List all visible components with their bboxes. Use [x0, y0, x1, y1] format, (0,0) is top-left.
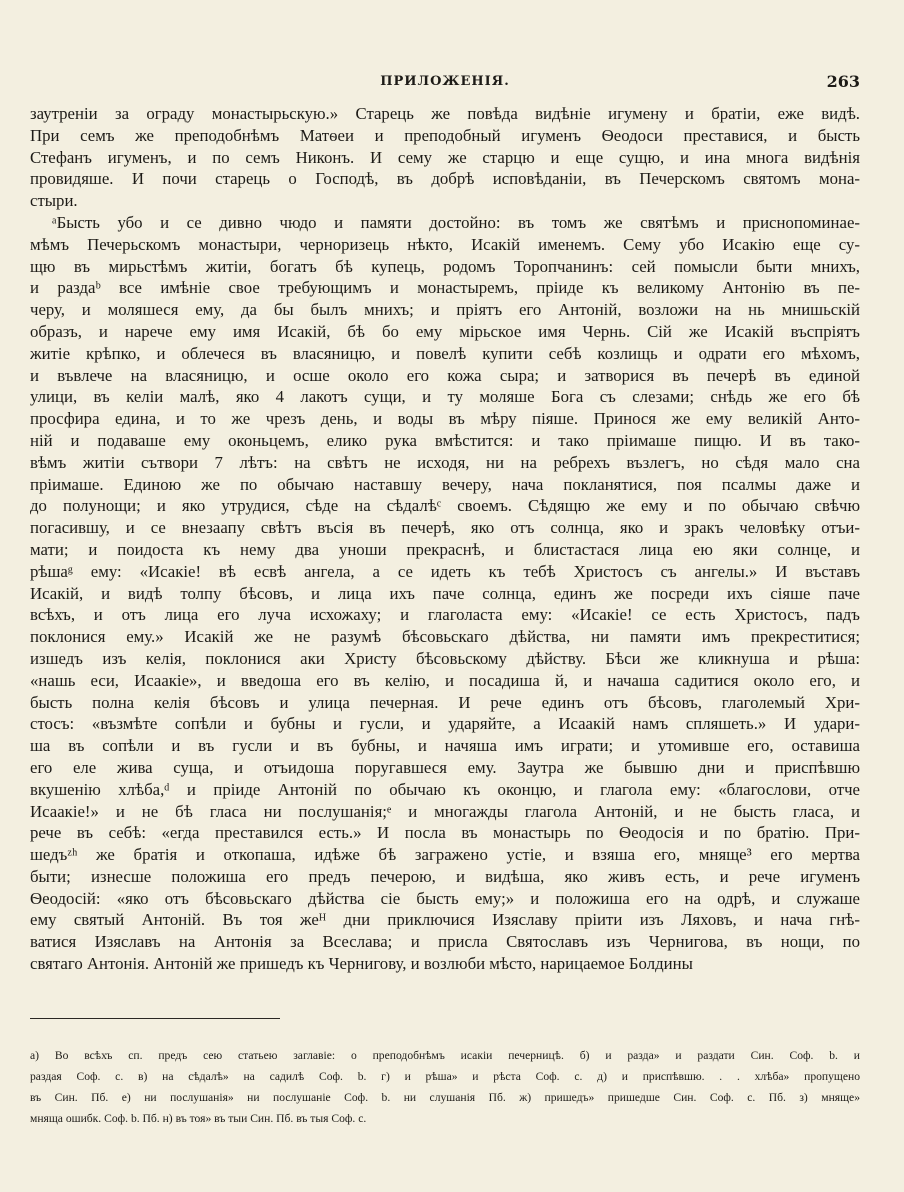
text-line: шедъᶻʰ же братія и откопаша, идѣже бѣ загражено устіе, и взяша его, мняще³ его мертва: [30, 845, 860, 865]
page-number: 263: [826, 72, 860, 91]
text-line: При семъ же преподобнѣмъ Матѳеи и преподобный игуменъ Ѳеодоси преставися, и бысть: [30, 125, 860, 145]
text-line: Стефанъ игуменъ, и по семъ Никонъ. И сему же старцю и еще сущю, и ина многа видѣнія: [30, 147, 860, 167]
footnote-line: въ Син. Пб. е) ни послушанія» ни послушаніе Соф. b. ни слушанія Пб. ж) пришедъ» пришедше Син. Соф. с. Пб. з) мняще»: [30, 1091, 860, 1104]
text-line: погасившу, и се внезаапу свѣтъ въсія въ печерѣ, яко отъ солнца, яко и зракъ человѣку отъи-: [30, 518, 860, 538]
text-line: Исакій, и видѣ толпу бѣсовъ, и лица ихъ паче солнца, единъ же посреди ихъ сіяше паче: [30, 583, 860, 603]
text-line: вкушенію хлѣба,ᵈ и пріиде Антоній по обычаю къ оконцю, и глагола ему: «благослови, отче: [30, 779, 860, 799]
text-line: «нашь еси, Исаакіе», и введоша его въ келію, и посадиша й, и начаша садитися около его, и: [30, 670, 860, 690]
footnote-line: раздая Соф. с. в) на сѣдалѣ» на садилѣ Соф. b. г) и рѣша» и рѣста Соф. с. д) и приспѣвшю. . . хлѣба» пропущено: [30, 1070, 860, 1083]
main-text: [30, 103, 860, 975]
text-line: житіе крѣпко, и облечеся въ власяницю, и повелѣ купити себѣ козлищь и одрати его мѣхомъ,: [30, 343, 860, 363]
footnote-line: а) Во всѣхъ сп. предъ сею статьею заглавіе: о преподобнѣмъ исакіи печерницѣ. б) и разда» и раздати Син. Соф. b. и: [30, 1049, 860, 1062]
text-line: стыри.: [30, 191, 78, 211]
footnotes: [30, 1045, 860, 1129]
text-line: мѣмъ Печерьскомъ монастыри, черноризець нѣкто, Исакій именемъ. Сему убо Исакію еще су-: [30, 234, 860, 254]
running-head: ПРИЛОЖЕНІЯ.: [380, 74, 510, 89]
text-line: провидяше. И почи старець о Господѣ, въ добрѣ исповѣданіи, въ Печерскомъ святомъ мона-: [30, 169, 860, 189]
text-line: поклонися ему.» Исакій же не разумѣ бѣсовьскаго дѣйства, ни памяти имъ прекреститися;: [30, 627, 860, 647]
text-line: ватися Изяславъ на Антонія за Всеслава; и присла Святославъ изъ Чернигова, въ нощи, по: [30, 932, 860, 952]
text-line: заутреніи за ограду монастырьскую.» Старець же повѣда видѣніе игумену и братіи, еже видѣ.: [30, 104, 860, 123]
text-line: стосъ: «възмѣте сопѣли и бубны и гусли, и ударяйте, а Исаакій намъ спляшеть.» И удари-: [30, 714, 860, 734]
text-line: рече въ себѣ: «егда преставился есть.» И посла въ монастырь по Ѳеодосія и по братію. При-: [30, 823, 860, 843]
text-line: ему святый Антоній. Въ тоя жеᴴ дни приключися Изяславу пріити изъ Ляховъ, и нача гнѣ-: [30, 910, 860, 930]
text-line: улици, въ келіи малѣ, яко 4 лакотъ сущи, и ту моляше Бога съ слезами; снѣдь же его бѣ: [30, 387, 860, 407]
text-line: просфира едина, и то же чрезъ день, и воды въ мѣру піяше. Принося же ему великій Анто-: [30, 409, 860, 429]
footnote-line: мняща ошибк. Соф. b. Пб. н) въ тоя» въ тыи Син. Пб. въ тыя Соф. с.: [30, 1112, 367, 1125]
text-line: Исаакіе!» и не бѣ гласа ни послушанія;ᵉ и многажды глагола Антоній, и не бысть гласа, и: [30, 801, 860, 821]
text-line: ній и подаваше ему оконьцемъ, елико рука вмѣстится: и тако пріимаше пищю. И въ тако-: [30, 430, 860, 450]
text-line: изшедъ изъ келія, поклонися аки Христу бѣсовьскому дѣйству. Бѣси же кликнуша и рѣша:: [30, 648, 860, 668]
text-line: святаго Антонія. Антоній же пришедъ къ Чернигову, и возлюби мѣсто, нарицаемое Болдины: [30, 954, 693, 974]
text-line: щю въ мирьстѣмъ житіи, богатъ бѣ купець, родомъ Торопчанинъ: сей помысли быти мнихъ,: [30, 256, 860, 276]
text-line: рѣшаᵍ ему: «Исакіе! вѣ есвѣ ангела, а се идеть къ тебѣ Христосъ съ ангелы.» И въставъ: [30, 561, 860, 581]
text-line: мати; и поидоста къ нему два уноши прекраснѣ, и блистастася лица ею яки солнце, и: [30, 539, 860, 559]
text-line: и въвлече на власяницю, и осше около его кожа сыра; и затворися въ печерѣ въ единой: [30, 365, 860, 385]
text-line: ᵃБысть убо и се дивно чюдо и памяти достойно: въ томъ же святѣмъ и приснопоминае-: [52, 212, 860, 232]
text-line: его еле жива суща, и отъидоша поругавшеся ему. Заутра же бывшю дни и приспѣвшю: [30, 757, 860, 777]
text-line: образъ, и нарече ему имя Исакій, бѣ бо ему мірьское имя Чернь. Сій же Исакій въспріятъ: [30, 321, 860, 341]
page-header: [30, 74, 860, 96]
text-line: Ѳеодосій: «яко отъ бѣсовьскаго дѣйства сіе бысть ему;» и положиша его на одрѣ, и служаше: [30, 888, 860, 908]
footnote-divider: [30, 1018, 280, 1019]
text-line: бысть полна келія бѣсовъ и улица печерная. И рече единъ отъ бѣсовъ, глаголемый Хри-: [30, 692, 860, 712]
text-line: пріимаше. Единою же по обычаю наставшу вечеру, нача покланятися, поя псалмы даже и: [30, 474, 860, 494]
text-line: ша въ сопѣли и въ гусли и въ бубны, и начяша имъ играти; и утомивше его, оставиша: [30, 736, 860, 756]
text-line: вѣмъ житіи сътвори 7 лѣтъ: на свѣтъ не исходя, ни на ребрехъ възлегъ, но сѣдя мало сна: [30, 452, 860, 472]
text-line: и раздаᵇ все имѣніе свое требующимъ и монастыремъ, пріиде къ великому Антонію въ пе-: [30, 278, 860, 298]
text-line: всѣхъ, и отъ лица его луча исхожаху; и глаголаста ему: «Исакіе! се есть Христосъ, падъ: [30, 605, 860, 625]
text-line: до полунощи; и яко утрудися, сѣде на сѣдалѣᶜ своемъ. Сѣдящю же ему и по обычаю свѣчю: [30, 496, 860, 516]
text-line: черу, и моляшеся ему, да бы былъ мнихъ; и пріятъ его Антоній, возложи на нь мнишьскій: [30, 300, 860, 320]
text-line: быти; изнесше положиша его предъ печерою, и видѣша, яко живъ есть, и рече игуменъ: [30, 866, 860, 886]
